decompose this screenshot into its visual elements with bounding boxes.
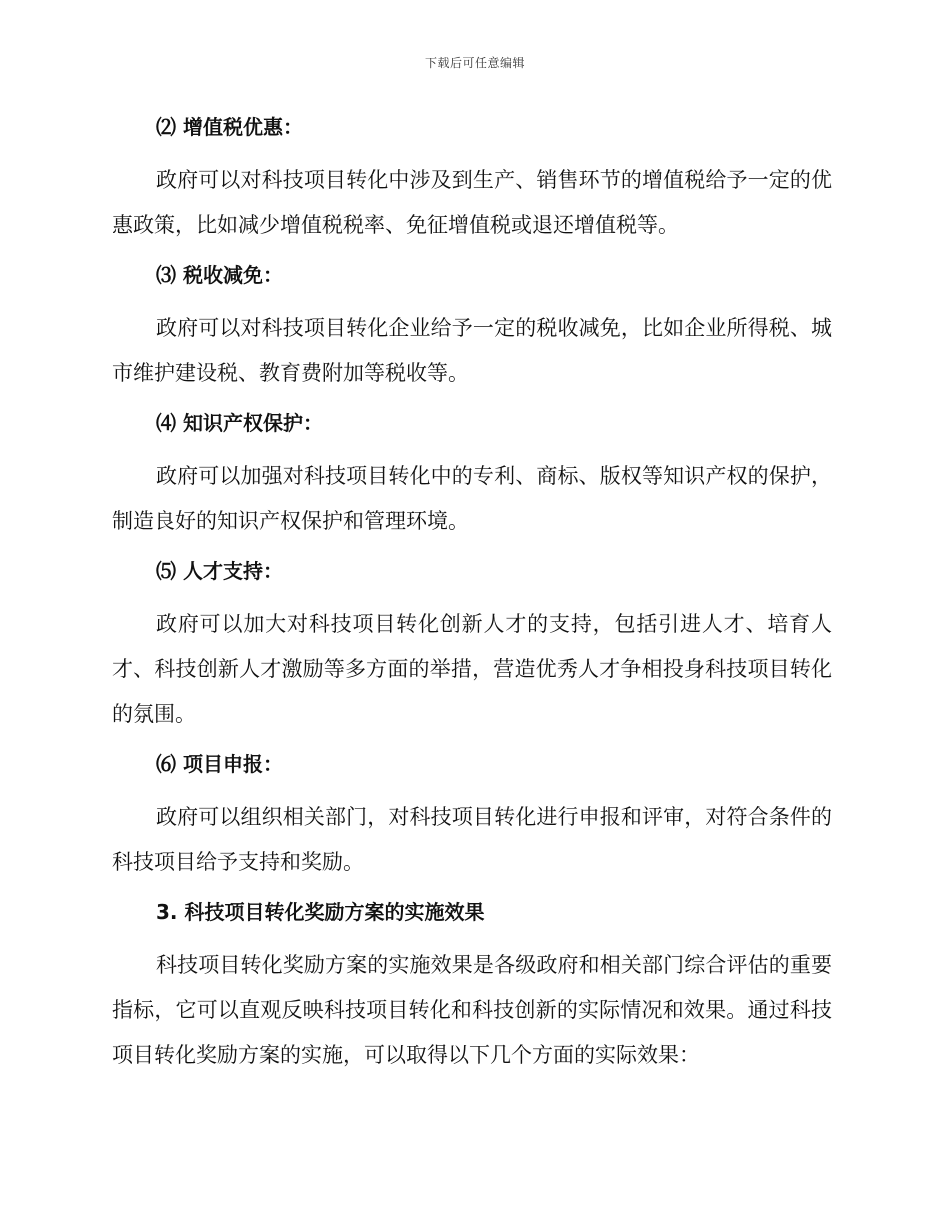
section-heading: ⑵ 增值税优惠： — [156, 115, 303, 139]
document-body — [112, 112, 832, 1090]
section-paragraph: 政府可以对科技项目转化中涉及到生产、销售环节的增值税给予一定的优惠政策，比如减少增值税税率、免征增值税或退还增值税等。 — [112, 168, 832, 237]
section-paragraph: 科技项目转化奖励方案的实施效果是各级政府和相关部门综合评估的重要指标，它可以直观反映科技项目转化和科技创新的实际情况和效果。通过科技项目转化奖励方案的实施，可以取得以下几个方面的实际效果： — [112, 953, 832, 1067]
section-vat-preference — [112, 112, 832, 248]
section-heading: ⑶ 税收减免： — [156, 263, 283, 287]
section-tax-reduction — [112, 260, 832, 396]
section-heading: ⑷ 知识产权保护： — [156, 411, 323, 435]
section-talent-support — [112, 556, 832, 737]
section-heading: ⑹ 项目申报： — [156, 752, 283, 776]
section-heading: 3. 科技项目转化奖励方案的实施效果 — [156, 900, 485, 924]
page-header: 下载后可任意编辑 — [424, 56, 525, 70]
section-ip-protection — [112, 408, 832, 544]
section-paragraph: 政府可以加强对科技项目转化中的专利、商标、版权等知识产权的保护，制造良好的知识产权保护和管理环境。 — [112, 464, 832, 533]
section-paragraph: 政府可以加大对科技项目转化创新人才的支持，包括引进人才、培育人才、科技创新人才激励等多方面的举措，营造优秀人才争相投身科技项目转化的氛围。 — [112, 612, 832, 726]
section-paragraph: 政府可以对科技项目转化企业给予一定的税收减免，比如企业所得税、城市维护建设税、教育费附加等税收等。 — [112, 316, 832, 385]
section-heading: ⑸ 人才支持： — [156, 559, 283, 583]
section-project-application — [112, 749, 832, 885]
section-paragraph: 政府可以组织相关部门，对科技项目转化进行申报和评审，对符合条件的科技项目给予支持和奖励。 — [112, 805, 832, 874]
section-implementation-effect — [112, 897, 832, 1078]
